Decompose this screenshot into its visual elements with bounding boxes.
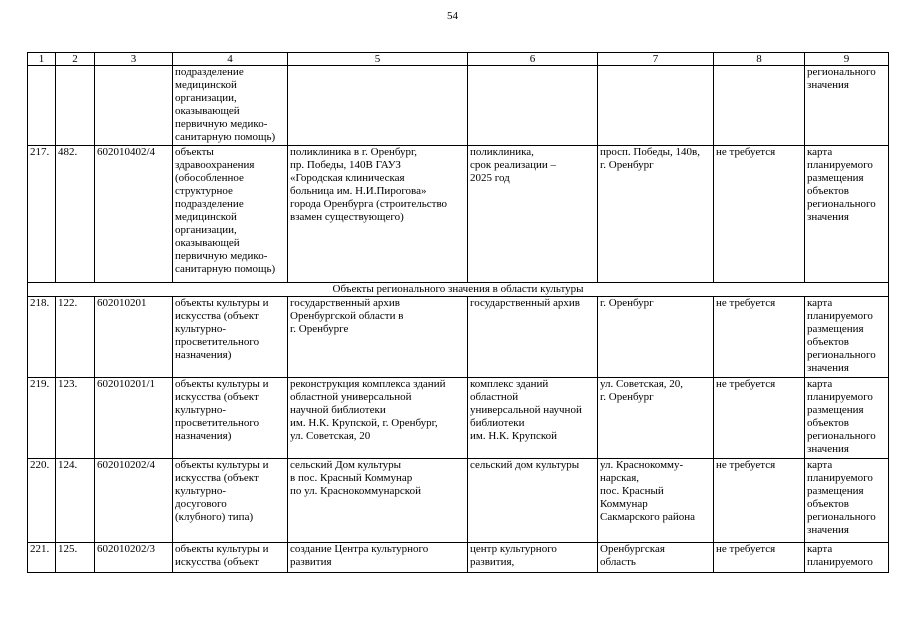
object-zone: не требуется	[714, 297, 805, 378]
object-code: 602010201/1	[95, 378, 173, 459]
object-map: карта планируемого размещения объектов регионального значения	[805, 378, 889, 459]
column-header: 1	[28, 53, 56, 66]
column-header: 2	[56, 53, 95, 66]
column-header: 3	[95, 53, 173, 66]
object-map: карта планируемого размещения объектов регионального значения	[805, 297, 889, 378]
column-header: 5	[288, 53, 468, 66]
row-number: 221.	[28, 543, 56, 573]
table-cell: регионального значения	[805, 66, 889, 146]
object-code: 602010201	[95, 297, 173, 378]
object-location: г. Оренбург	[598, 297, 714, 378]
column-header: 8	[714, 53, 805, 66]
object-characteristics: комплекс зданий областной универсальной научной библиотеки им. Н.К. Крупской	[468, 378, 598, 459]
object-characteristics: центр культурного развития,	[468, 543, 598, 573]
table-cell	[714, 66, 805, 146]
table-cell	[95, 66, 173, 146]
object-characteristics: поликлиника, срок реализации – 2025 год	[468, 146, 598, 283]
object-zone: не требуется	[714, 459, 805, 543]
object-code: 602010202/3	[95, 543, 173, 573]
object-name: создание Центра культурного развития	[288, 543, 468, 573]
column-header: 9	[805, 53, 889, 66]
table-cell	[56, 66, 95, 146]
section-row	[28, 283, 889, 297]
object-type: объекты культуры и искусства (объект культурно- досугового (клубного) типа)	[173, 459, 288, 543]
page-number: 54	[447, 10, 458, 22]
object-zone: не требуется	[714, 378, 805, 459]
object-location: ул. Краснокомму- нарская, пос. Красный Коммунар Сакмарского района	[598, 459, 714, 543]
object-code: 602010402/4	[95, 146, 173, 283]
table-cell: 122.	[56, 297, 95, 378]
table-row	[28, 66, 889, 146]
table-row	[28, 378, 889, 459]
table-cell	[468, 66, 598, 146]
object-type: объекты культуры и искусства (объект	[173, 543, 288, 573]
table-row	[28, 543, 889, 573]
object-code: 602010202/4	[95, 459, 173, 543]
table-cell	[598, 66, 714, 146]
header-row	[28, 53, 889, 66]
column-header: 6	[468, 53, 598, 66]
table-cell: 482.	[56, 146, 95, 283]
objects-table	[27, 52, 889, 573]
table-row	[28, 459, 889, 543]
object-location: просп. Победы, 140в, г. Оренбург	[598, 146, 714, 283]
table-cell: 123.	[56, 378, 95, 459]
table-cell: подразделение медицинской организации, оказывающей первичную медико- санитарную помощь)	[173, 66, 288, 146]
object-zone: не требуется	[714, 146, 805, 283]
object-map: карта планируемого	[805, 543, 889, 573]
row-number: 218.	[28, 297, 56, 378]
table-cell	[288, 66, 468, 146]
column-header: 4	[173, 53, 288, 66]
section-title: Объекты регионального значения в области культуры	[28, 283, 889, 297]
object-location: ул. Советская, 20, г. Оренбург	[598, 378, 714, 459]
object-name: поликлиника в г. Оренбург, пр. Победы, 140В ГАУЗ «Городская клиническая больница им. Н.И.Пирогова» города Оренбурга (строительство взамен существующего)	[288, 146, 468, 283]
table-row	[28, 297, 889, 378]
row-number: 219.	[28, 378, 56, 459]
object-type: объекты здравоохранения (обособленное структурное подразделение медицинской организации, оказывающей первичную медико- санитарную помощь)	[173, 146, 288, 283]
table-cell	[28, 66, 56, 146]
object-map: карта планируемого размещения объектов регионального значения	[805, 459, 889, 543]
table-cell: 124.	[56, 459, 95, 543]
object-map: карта планируемого размещения объектов регионального значения	[805, 146, 889, 283]
table-row	[28, 146, 889, 283]
table-cell: 125.	[56, 543, 95, 573]
row-number: 220.	[28, 459, 56, 543]
object-location: Оренбургская область	[598, 543, 714, 573]
object-name: сельский Дом культуры в пос. Красный Коммунар по ул. Краснокоммунарской	[288, 459, 468, 543]
row-number: 217.	[28, 146, 56, 283]
object-characteristics: сельский дом культуры	[468, 459, 598, 543]
object-characteristics: государственный архив	[468, 297, 598, 378]
object-name: реконструкция комплекса зданий областной универсальной научной библиотеки им. Н.К. Крупской, г. Оренбург, ул. Советская, 20	[288, 378, 468, 459]
column-header: 7	[598, 53, 714, 66]
object-type: объекты культуры и искусства (объект культурно- просветительного назначения)	[173, 297, 288, 378]
object-type: объекты культуры и искусства (объект культурно- просветительного назначения)	[173, 378, 288, 459]
object-zone: не требуется	[714, 543, 805, 573]
object-name: государственный архив Оренбургской области в г. Оренбурге	[288, 297, 468, 378]
